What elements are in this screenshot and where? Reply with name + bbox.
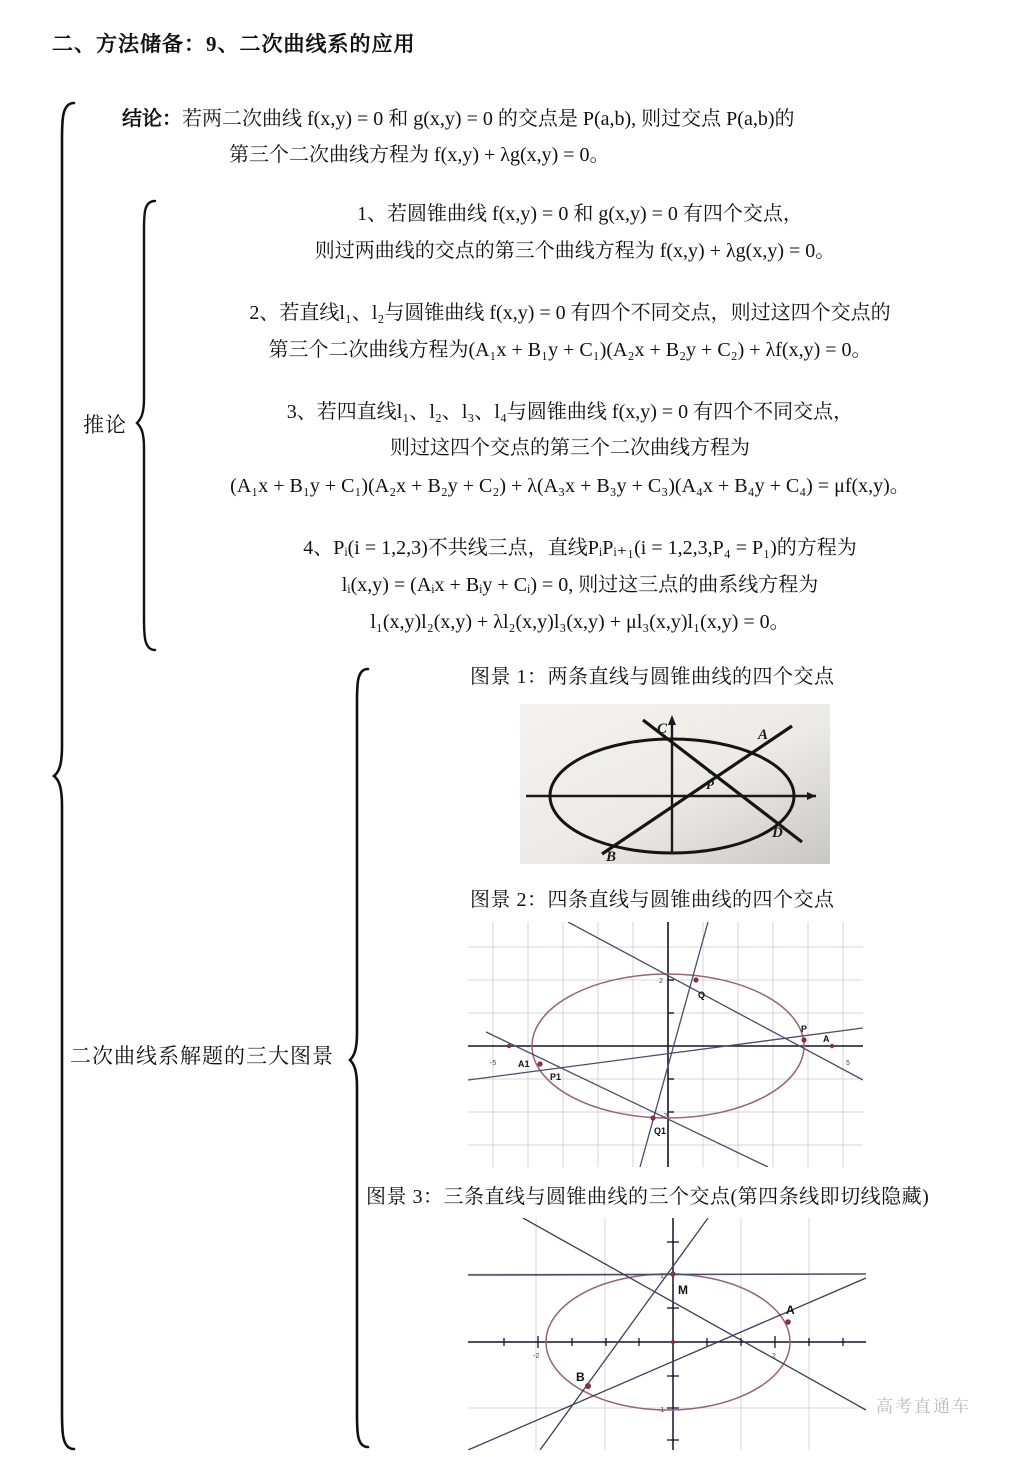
figure-1-label-B: B <box>606 849 617 864</box>
corollary-3-line-1: 3、若四直线l₁、l₂、l₃、l₄与圆锥曲线 f(x,y) = 0 有四个不同交点， <box>286 401 854 423</box>
conclusion-label: 结论： <box>122 108 182 130</box>
figure-3-caption: 图景 3：三条直线与圆锥曲线的三个交点(第四条线即切线隐藏) <box>366 1186 930 1208</box>
corollary-4-line-3: l₁(x,y)l₂(x,y) + λl₂(x,y)l₃(x,y) + μl₃(x,y)l₁(x,y) = 0。 <box>370 611 790 633</box>
figure-3-tick-neg2: -2 <box>533 1353 540 1360</box>
figure-3-label-B: B <box>576 1370 585 1384</box>
figure-1-label-P: P <box>706 777 714 792</box>
outer-brace <box>52 100 82 1452</box>
figure-3-label-M: M <box>678 1283 688 1297</box>
corollary-label: 推论 <box>83 413 127 437</box>
corollary-4-line-2: lᵢ(x,y) = (Aᵢx + Bᵢy + Cᵢ) = 0, 则过这三点的曲系线方程为 <box>341 574 819 596</box>
corollary-2-line-1: 2、若直线l₁、l₂与圆锥曲线 f(x,y) = 0 有四个不同交点，则过这四个交点的 <box>249 302 891 324</box>
corollary-1-line-2: 则过两曲线的交点的第三个曲线方程为 f(x,y) + λg(x,y) = 0。 <box>314 240 836 262</box>
figure-3-svg <box>468 1218 866 1450</box>
figure-3-tick-2: 2 <box>772 1353 776 1360</box>
conclusion-text-2: 第三个二次曲线方程为 f(x,y) + λg(x,y) = 0。 <box>229 144 610 166</box>
figure-2-label-A: A <box>823 1034 830 1044</box>
figure-1-label-C: C <box>657 721 668 737</box>
figure-2-tick-2: 2 <box>659 978 663 985</box>
figure-3-tick-neg1: -1 <box>658 1407 665 1414</box>
page-title: 二、方法储备：9、二次曲线系的应用 <box>52 32 416 56</box>
figure-1-label-A: A <box>758 727 769 743</box>
figure-1-svg <box>520 704 830 864</box>
corollary-1-line-1: 1、若圆锥曲线 f(x,y) = 0 和 g(x,y) = 0 有四个交点， <box>357 203 803 225</box>
figure-2-caption: 图景 2：四条直线与圆锥曲线的四个交点 <box>470 889 835 911</box>
figure-1-label-D: D <box>772 825 783 841</box>
figure-2-label-Q: Q <box>698 990 706 1000</box>
scenes-brace <box>348 666 372 1451</box>
figure-3-label-A: A <box>786 1303 795 1317</box>
figure-2-tick-5: 5 <box>846 1060 850 1067</box>
corollary-3-line-2: 则过这四个交点的第三个二次曲线方程为 <box>390 437 750 459</box>
figure-2-tick-neg2: -2 <box>661 1113 668 1120</box>
corollary-2-line-2: 第三个二次曲线方程为(A₁x + B₁y + C₁)(A₂x + B₂y + C₂) + λf(x,y) = 0。 <box>268 339 872 361</box>
corollary-3-line-3: (A₁x + B₁y + C₁)(A₂x + B₂y + C₂) + λ(A₃x + B₃y + C₃)(A₄x + B₄y + C₄) = μf(x,y)。 <box>230 475 910 497</box>
watermark: 高考直通车 <box>876 1397 971 1416</box>
scenes-label: 二次曲线系解题的三大图景 <box>70 1044 334 1068</box>
figure-2-label-P: P <box>801 1024 808 1034</box>
figure-2-svg <box>468 922 863 1167</box>
conclusion-line-2 <box>229 139 610 171</box>
conclusion-text-1: 若两二次曲线 f(x,y) = 0 和 g(x,y) = 0 的交点是 P(a,b), 则过交点 P(a,b)的 <box>182 108 795 130</box>
figure-2-label-Q1: Q1 <box>654 1126 667 1136</box>
figure-3-tick-1: 1 <box>660 1273 664 1280</box>
figure-2-image <box>468 922 863 1167</box>
figure-3-image <box>468 1218 866 1450</box>
conclusion-line-1 <box>122 103 795 135</box>
corollary-4-line-1: 4、Pᵢ(i = 1,2,3)不共线三点，直线PᵢPᵢ₊₁(i = 1,2,3,P₄ = P₁)的方程为 <box>303 537 857 559</box>
figure-1-image <box>520 704 830 864</box>
figure-2-tick-neg5: -5 <box>490 1060 497 1067</box>
figure-2-label-A1: A1 <box>518 1059 530 1069</box>
figure-2-label-P1: P1 <box>550 1072 562 1082</box>
figure-1-caption: 图景 1：两条直线与圆锥曲线的四个交点 <box>470 666 835 688</box>
